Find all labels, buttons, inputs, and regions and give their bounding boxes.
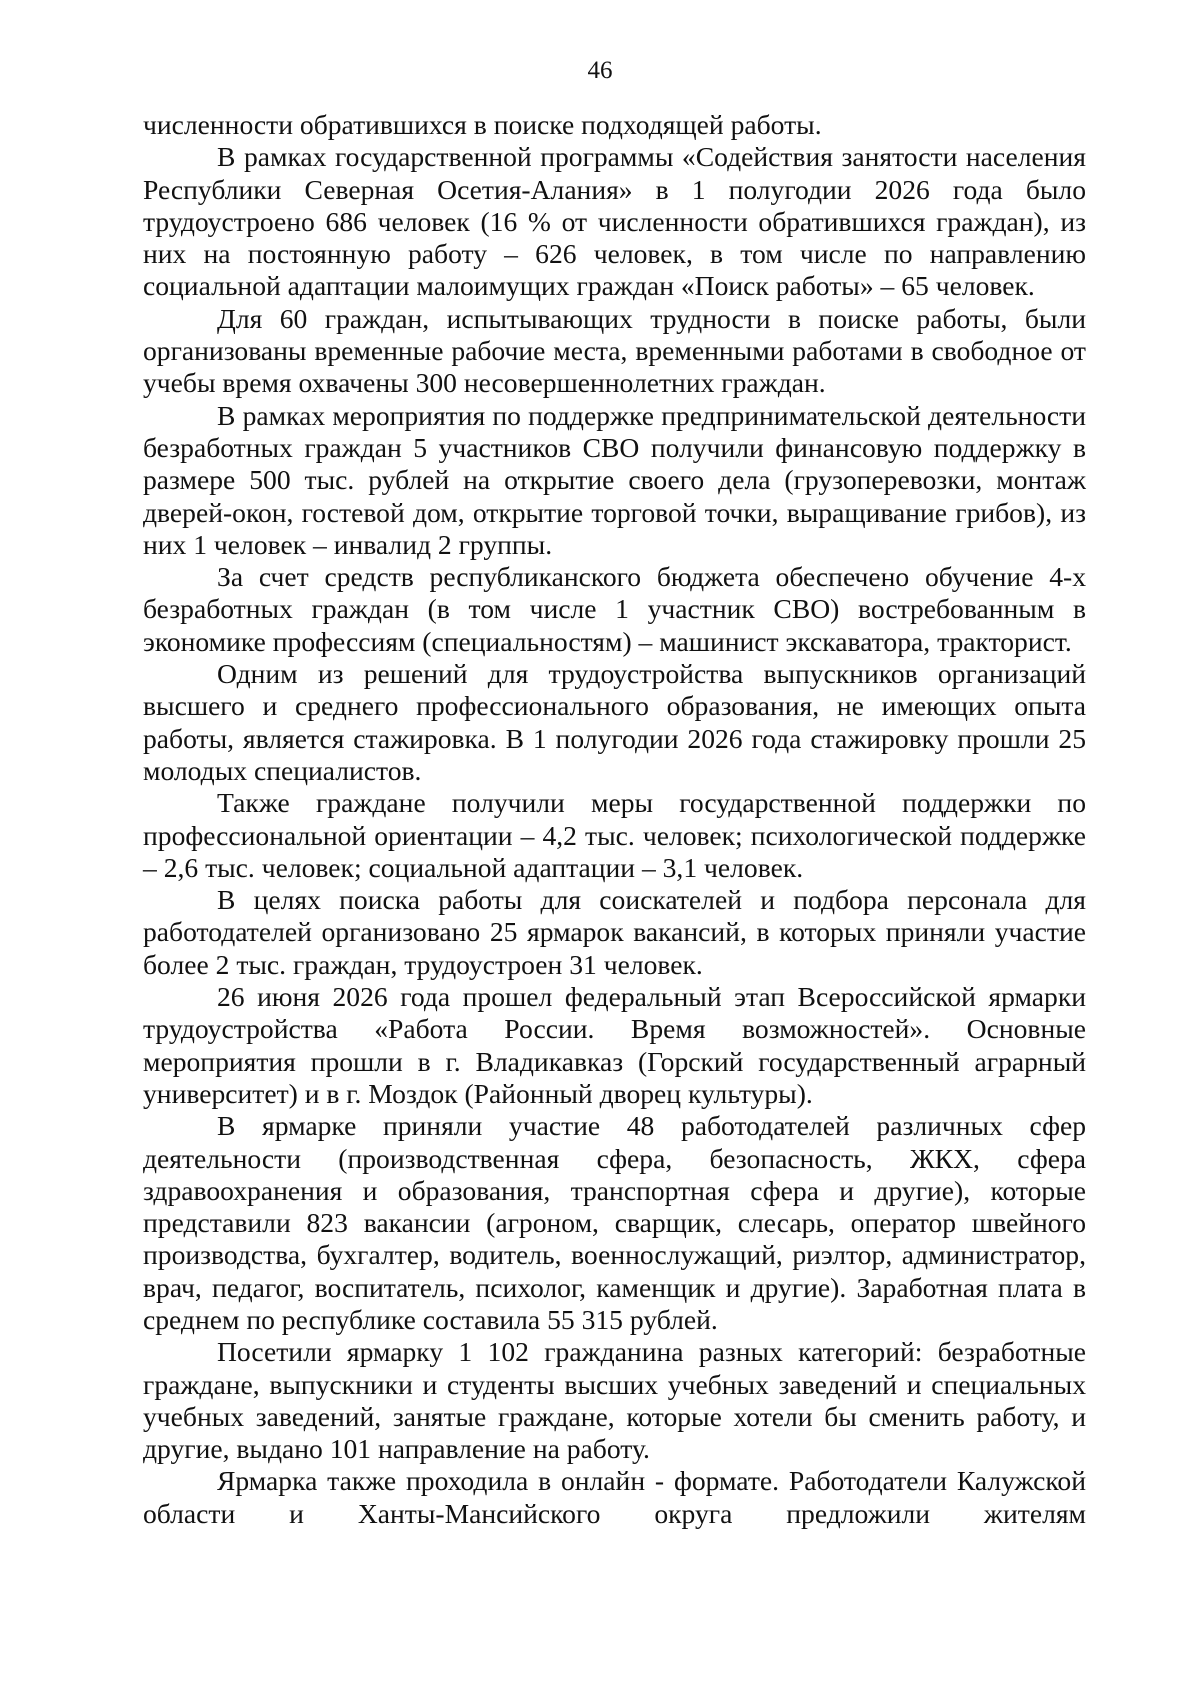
paragraph-fair-employers: В ярмарке приняли участие 48 работодателей различных сфер деятельности (производственная сфера, безопасность, ЖКХ, сфера здравоохранения и образования, транспортная сфера и другие), которые представили 823 вакансии (агроном, сварщик, слесарь, оператор швейного производства, бухгалтер, водитель, военнослужащий, риэлтор, администратор, врач, педагог, воспитатель, психолог, каменщик и другие). Заработная плата в среднем по республике составила 55 315 рублей. bbox=[143, 1110, 1086, 1335]
paragraph-continuation: численности обратившихся в поиске подходящей работы. bbox=[143, 109, 822, 140]
paragraph-fair-visitors: Посетили ярмарку 1 102 гражданина разных категорий: безработные граждане, выпускники и студенты высших учебных заведений и специальных учебных заведений, занятые граждане, которые хотели бы сменить работу, и другие, выдано 101 направление на работу. bbox=[143, 1336, 1086, 1465]
paragraph-state-program: В рамках государственной программы «Содействия занятости населения Республики Северная Осетия-Алания» в 1 полугодии 2026 года было трудоустроено 686 человек (16 % от численности обратившихся граждан), из них на постоянную работу – 626 человек, в том числе по направлению социальной адаптации малоимущих граждан «Поиск работы» – 65 человек. bbox=[143, 141, 1086, 302]
page-number: 46 bbox=[587, 57, 613, 84]
paragraph-internship: Одним из решений для трудоустройства выпускников организаций высшего и среднего профессионального образования, не имеющих опыта работы, является стажировка. В 1 полугодии 2026 года стажировку прошли 25 молодых специалистов. bbox=[143, 658, 1086, 786]
paragraph-online-fair: Ярмарка также проходила в онлайн - формате. Работодатели Калужской области и Ханты-Мансийского округа предложили жителям bbox=[143, 1465, 1086, 1529]
paragraph-entrepreneurship-support: В рамках мероприятия по поддержке предпринимательской деятельности безработных граждан 5 участников СВО получили финансовую поддержку в размере 500 тыс. рублей на открытие своего дела (грузоперевозки, монтаж дверей-окон, гостевой дом, открытие торговой точки, выращивание грибов), из них 1 человек – инвалид 2 группы. bbox=[143, 399, 1086, 560]
document-body bbox=[143, 109, 1086, 1530]
paragraph-federal-fair: 26 июня 2026 года прошел федеральный этап Всероссийской ярмарки трудоустройства «Работа России. Время возможностей». Основные мероприятия прошли в г. Владикавказ (Горский государственный аграрный университет) и в г. Моздок (Районный дворец культуры). bbox=[143, 981, 1086, 1109]
paragraph-temporary-jobs: Для 60 граждан, испытывающих трудности в поиске работы, были организованы временные рабочие места, временными работами в свободное от учебы время охвачены 300 несовершеннолетних граждан. bbox=[143, 302, 1086, 399]
paragraph-job-fairs: В целях поиска работы для соискателей и подбора персонала для работодателей организовано 25 ярмарок вакансий, в которых приняли участие более 2 тыс. граждан, трудоустроен 31 человек. bbox=[143, 884, 1086, 980]
paragraph-support-measures: Также граждане получили меры государственной поддержки по профессиональной ориентации – 4,2 тыс. человек; психологической поддержке – 2,6 тыс. человек; социальной адаптации – 3,1 человек. bbox=[143, 787, 1086, 883]
paragraph-training: За счет средств республиканского бюджета обеспечено обучение 4-х безработных граждан (в том числе 1 участник СВО) востребованным в экономике профессиям (специальностям) – машинист экскаватора, тракторист. bbox=[143, 561, 1086, 657]
